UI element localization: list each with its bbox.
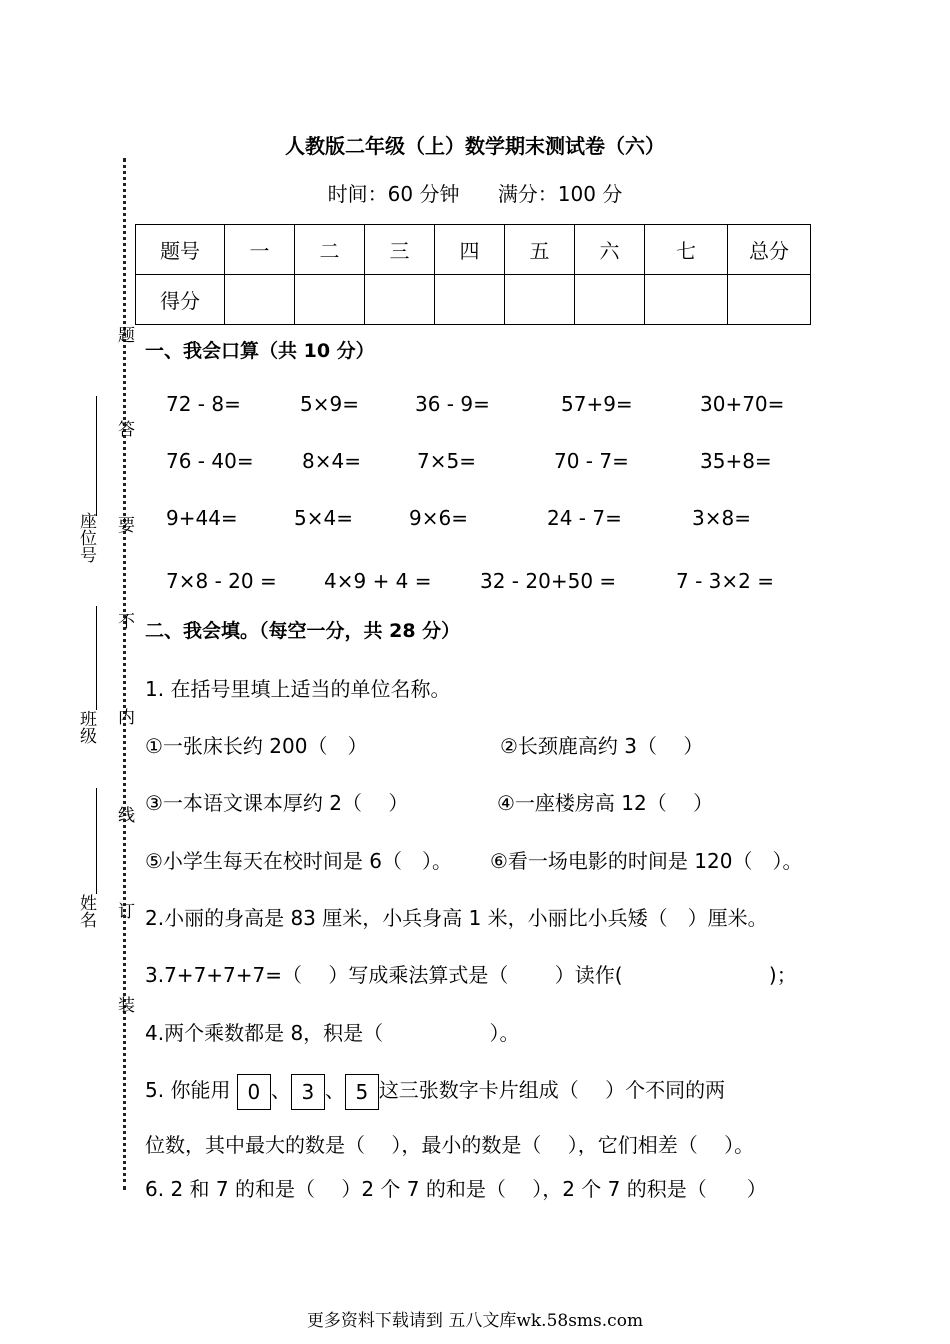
score-table-cell: 七 <box>645 225 728 275</box>
score-table-cell: 得分 <box>136 275 225 325</box>
oral-calc-item: 5×9= <box>300 392 359 416</box>
unit-fill-item: ④一座楼房高 12（ ） <box>497 791 714 815</box>
score-table-cell: 二 <box>295 225 365 275</box>
score-table-cell: 三 <box>365 225 435 275</box>
oral-calc-item: 8×4= <box>302 449 361 473</box>
digit-card: 3 <box>291 1074 325 1110</box>
unit-fill-item: ②长颈鹿高约 3（ ） <box>500 734 704 758</box>
seat-number-blank[interactable] <box>96 396 97 516</box>
oral-calc-item: 9+44= <box>166 506 238 530</box>
oral-calc-item: 4×9 + 4 = <box>324 569 432 593</box>
seal-char: 装 <box>114 996 134 1013</box>
oral-calc-item: 5×4= <box>294 506 353 530</box>
question-5 <box>145 1070 725 1110</box>
score-blank[interactable] <box>728 275 811 325</box>
seal-char: 题 <box>114 326 134 343</box>
unit-fill-item: ①一张床长约 200（ ） <box>145 734 368 758</box>
binding-dotted-line <box>123 158 126 1190</box>
unit-fill-item: ⑤小学生每天在校时间是 6（ ）。 <box>145 849 453 873</box>
score-table-cell: 五 <box>505 225 575 275</box>
score-blank[interactable] <box>295 275 365 325</box>
question-5-prefix: 5. 你能用 <box>145 1078 231 1102</box>
oral-calc-item: 9×6= <box>409 506 468 530</box>
score-blank[interactable] <box>435 275 505 325</box>
score-table-cell: 一 <box>225 225 295 275</box>
footer-note: 更多资料下载请到 五八文库wk.58sms.com <box>306 1311 644 1331</box>
seal-char: 不 <box>114 612 134 629</box>
oral-calc-item: 72 - 8= <box>166 392 241 416</box>
page-title: 人教版二年级（上）数学期末测试卷（六） <box>285 134 665 158</box>
score-table-cell: 六 <box>575 225 645 275</box>
section2-heading: 二、我会填。（每空一分，共 28 分） <box>145 620 461 642</box>
oral-calc-item: 7 - 3×2 = <box>676 569 774 593</box>
digit-card: 0 <box>237 1074 271 1110</box>
seat-number-label: 座位号 <box>76 512 96 563</box>
name-label: 姓名 <box>76 894 96 928</box>
score-table <box>135 224 811 325</box>
unit-fill-item: ③一本语文课本厚约 2（ ） <box>145 791 409 815</box>
question-2: 2.小丽的身高是 83 厘米，小兵身高 1 米，小丽比小兵矮（ ）厘米。 <box>145 906 768 930</box>
question-3: 3.7+7+7+7=（ ）写成乘法算式是（ ）读作( )； <box>145 963 797 987</box>
question-1: 1. 在括号里填上适当的单位名称。 <box>145 677 451 701</box>
oral-calc-item: 30+70= <box>700 392 785 416</box>
score-blank[interactable] <box>365 275 435 325</box>
score-table-cell: 总分 <box>728 225 811 275</box>
card-separator: 、 <box>270 1078 291 1102</box>
score-table-score-row <box>136 275 811 325</box>
question-5-suffix: 这三张数字卡片组成（ ）个不同的两 <box>378 1078 726 1102</box>
name-blank[interactable] <box>96 788 97 894</box>
question-6: 6. 2 和 7 的和是（ ）2 个 7 的和是（ ），2 个 7 的积是（ ） <box>145 1177 767 1201</box>
seal-char: 线 <box>114 806 134 823</box>
score-table-cell: 四 <box>435 225 505 275</box>
score-blank[interactable] <box>225 275 295 325</box>
section1-heading: 一、我会口算（共 10 分） <box>145 340 375 362</box>
class-label: 班级 <box>76 710 96 744</box>
oral-calc-item: 32 - 20+50 = <box>480 569 617 593</box>
seal-char: 订 <box>114 902 134 919</box>
oral-calc-item: 57+9= <box>561 392 633 416</box>
exam-info <box>0 178 950 207</box>
class-blank[interactable] <box>96 606 97 710</box>
question-5-line2: 位数，其中最大的数是（ ），最小的数是（ ），它们相差（ ）。 <box>145 1133 755 1157</box>
exam-time: 时间：60 分钟 <box>327 182 460 206</box>
card-separator: 、 <box>324 1078 345 1102</box>
oral-calc-item: 76 - 40= <box>166 449 254 473</box>
oral-calc-item: 36 - 9= <box>415 392 490 416</box>
oral-calc-item: 35+8= <box>700 449 772 473</box>
seal-char: 答 <box>114 420 134 437</box>
seal-char: 要 <box>114 516 134 533</box>
score-blank[interactable] <box>575 275 645 325</box>
score-table-header-row <box>136 225 811 275</box>
seal-char: 内 <box>114 708 134 725</box>
oral-calc-item: 70 - 7= <box>554 449 629 473</box>
unit-fill-item: ⑥看一场电影的时间是 120（ ）。 <box>490 849 803 873</box>
oral-calc-item: 3×8= <box>692 506 751 530</box>
score-table-cell: 题号 <box>136 225 225 275</box>
question-4: 4.两个乘数都是 8，积是（ ）。 <box>145 1021 520 1045</box>
score-blank[interactable] <box>645 275 728 325</box>
oral-calc-item: 7×5= <box>417 449 476 473</box>
oral-calc-item: 24 - 7= <box>547 506 622 530</box>
score-blank[interactable] <box>505 275 575 325</box>
exam-full-score: 满分：100 分 <box>497 182 623 206</box>
digit-card: 5 <box>345 1074 379 1110</box>
oral-calc-item: 7×8 - 20 = <box>166 569 277 593</box>
